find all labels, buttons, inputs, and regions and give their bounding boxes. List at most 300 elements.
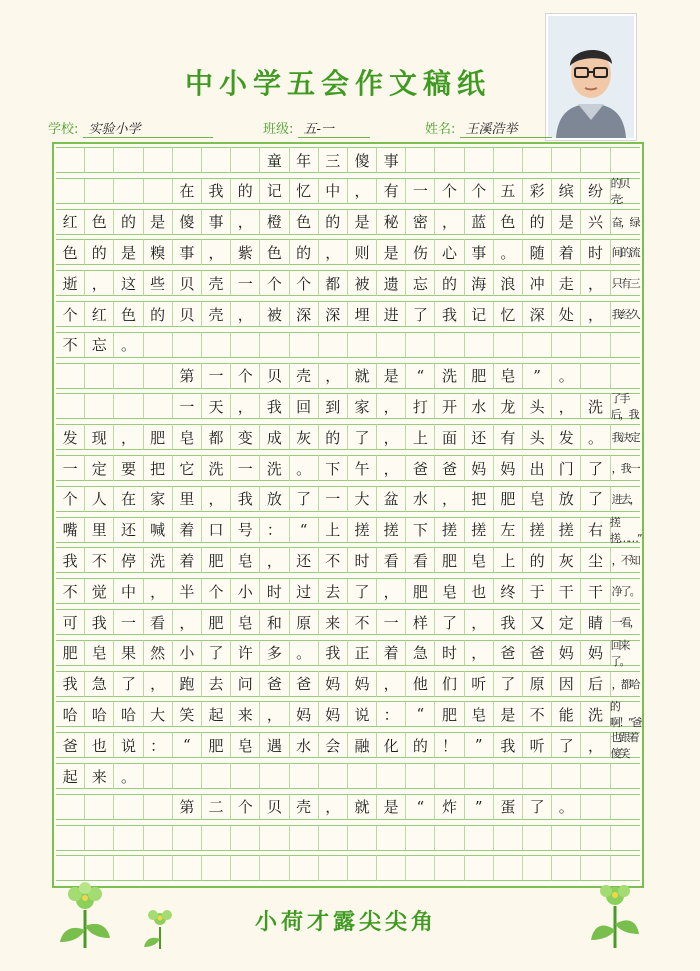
grid-cell: 原	[290, 609, 319, 635]
grid-cell: 一	[202, 363, 231, 389]
grid-cell	[56, 147, 85, 173]
grid-cell: 肥	[465, 363, 494, 389]
grid-cell: 盆	[377, 486, 406, 512]
grid-cell: 搓	[377, 517, 406, 543]
grid-cell: 妈	[465, 455, 494, 481]
grid-cell: 头	[523, 393, 552, 419]
grid-cell: 水	[290, 732, 319, 758]
grid-cell	[290, 763, 319, 789]
grid-cell: 搓	[465, 517, 494, 543]
grid-cell	[173, 855, 202, 881]
grid-cell: 不	[523, 701, 552, 727]
grid-cell	[114, 178, 143, 204]
grid-row	[56, 363, 640, 389]
grid-cell	[260, 825, 289, 851]
grid-cell: 兴	[581, 209, 610, 235]
grid-cell: 三	[319, 147, 348, 173]
grid-cell: 洗	[202, 455, 231, 481]
grid-cell: 要	[114, 455, 143, 481]
grid-cell: 一看，	[611, 609, 640, 635]
grid-cell: 家	[348, 393, 377, 419]
grid-cell: 上	[319, 517, 348, 543]
grid-cell: 肥	[202, 547, 231, 573]
grid-cell: 了	[290, 486, 319, 512]
grid-cell	[173, 147, 202, 173]
grid-cell: ，	[377, 671, 406, 697]
grid-cell: ”	[465, 732, 494, 758]
grid-cell: 到	[319, 393, 348, 419]
grid-cell: 事	[465, 239, 494, 265]
grid-cell: 傻	[173, 209, 202, 235]
grid-cell	[56, 363, 85, 389]
school-value: 实验小学	[83, 118, 213, 138]
grid-cell: 肥	[202, 732, 231, 758]
grid-cell: 说	[114, 732, 143, 758]
grid-cell: 有	[494, 424, 523, 450]
grid-cell: 面	[435, 424, 464, 450]
grid-cell	[290, 332, 319, 358]
grid-cell: 是	[377, 794, 406, 820]
grid-cell: 大	[348, 486, 377, 512]
grid-cell: 壳	[290, 794, 319, 820]
grid-cell: ，	[465, 640, 494, 666]
grid-cell: 的贝壳：	[611, 178, 640, 204]
grid-cell	[581, 825, 610, 851]
grid-cell: 搓	[523, 517, 552, 543]
grid-cell: 干	[552, 578, 581, 604]
grid-cell: 个	[56, 486, 85, 512]
grid-cell: 皂	[85, 640, 114, 666]
grid-cell: 皂	[435, 578, 464, 604]
grid-cell: 搓搓……”	[609, 515, 641, 545]
grid-cell: 说	[348, 701, 377, 727]
grid-cell: ，	[348, 178, 377, 204]
grid-cell: 则	[348, 239, 377, 265]
grid-cell: 正	[348, 640, 377, 666]
grid-row	[56, 178, 640, 204]
grid-cell: 多	[260, 640, 289, 666]
grid-cell	[611, 794, 640, 820]
grid-cell: 头	[523, 424, 552, 450]
grid-row	[56, 640, 640, 666]
grid-cell: ，	[202, 239, 231, 265]
grid-cell	[85, 855, 114, 881]
grid-cell: 伤	[406, 239, 435, 265]
grid-cell: ，	[581, 270, 610, 296]
grid-cell	[465, 855, 494, 881]
grid-cell: 也	[465, 578, 494, 604]
grid-cell: 小	[173, 640, 202, 666]
grid-cell: 变	[231, 424, 260, 450]
grid-cell: 忆	[290, 178, 319, 204]
grid-cell	[231, 855, 260, 881]
grid-cell: ，	[377, 455, 406, 481]
grid-cell: 我决定	[611, 424, 640, 450]
grid-cell: 橙	[260, 209, 289, 235]
grid-cell: 起	[202, 701, 231, 727]
grid-cell: ，	[377, 578, 406, 604]
grid-cell: 我	[56, 547, 85, 573]
grid-cell: 蛋	[494, 794, 523, 820]
grid-cell: 爸	[260, 671, 289, 697]
grid-cell	[85, 363, 114, 389]
grid-cell	[435, 825, 464, 851]
name-field	[425, 118, 552, 138]
grid-cell: 逝	[56, 270, 85, 296]
grid-cell: 了	[348, 578, 377, 604]
grid-cell: 家	[144, 486, 173, 512]
grid-cell	[581, 855, 610, 881]
grid-cell: 妈	[319, 671, 348, 697]
grid-cell	[611, 147, 640, 173]
grid-cell	[552, 825, 581, 851]
grid-cell: “	[173, 732, 202, 758]
grid-cell: 忆	[494, 301, 523, 327]
grid-cell: 妈	[581, 640, 610, 666]
grid-cell	[494, 825, 523, 851]
grid-cell: 不	[56, 578, 85, 604]
grid-cell	[611, 763, 640, 789]
grid-cell: 事	[173, 239, 202, 265]
grid-cell: 时	[260, 578, 289, 604]
grid-cell	[114, 363, 143, 389]
grid-cell: 童	[260, 147, 289, 173]
grid-cell	[85, 178, 114, 204]
grid-cell: ”	[523, 363, 552, 389]
grid-cell: “	[406, 363, 435, 389]
grid-cell: 洗	[144, 547, 173, 573]
grid-cell: 看	[377, 547, 406, 573]
grid-cell: 因	[552, 671, 581, 697]
grid-cell: 二	[202, 794, 231, 820]
grid-cell	[202, 763, 231, 789]
grid-cell: 皂	[231, 547, 260, 573]
grid-cell: 了	[581, 455, 610, 481]
grid-cell: 色	[260, 239, 289, 265]
grid-cell: 了	[523, 794, 552, 820]
class-field	[263, 118, 370, 138]
grid-cell: 样	[406, 609, 435, 635]
grid-cell	[56, 855, 85, 881]
grid-cell	[56, 393, 85, 419]
grid-cell	[552, 332, 581, 358]
grid-cell: 爸	[523, 640, 552, 666]
grid-cell: 的	[114, 209, 143, 235]
grid-cell: 定	[552, 609, 581, 635]
footer-slogan: 小荷才露尖尖角	[255, 910, 438, 935]
grid-cell: 的	[435, 270, 464, 296]
grid-cell: 能	[552, 701, 581, 727]
grid-cell: 起	[56, 763, 85, 789]
grid-cell: 就	[348, 794, 377, 820]
grid-cell: 们	[435, 671, 464, 697]
grid-cell: 。	[114, 763, 143, 789]
grid-cell: 。	[114, 332, 143, 358]
grid-cell: 我	[494, 732, 523, 758]
grid-cell: 回来了。	[611, 640, 640, 666]
grid-cell: 上	[406, 424, 435, 450]
grid-cell: ，都哈	[611, 671, 640, 697]
grid-cell: 个	[290, 270, 319, 296]
grid-cell	[231, 825, 260, 851]
grid-cell: 来	[319, 609, 348, 635]
grid-cell: 搓	[348, 517, 377, 543]
grid-row	[56, 700, 641, 730]
grid-row	[56, 455, 640, 481]
grid-cell	[173, 332, 202, 358]
grid-cell: 事	[377, 147, 406, 173]
grid-cell: 一	[56, 455, 85, 481]
grid-cell: 门	[552, 455, 581, 481]
grid-row	[56, 578, 640, 604]
grid-cell	[581, 147, 610, 173]
grid-cell: 缤	[552, 178, 581, 204]
grid-cell	[377, 825, 406, 851]
grid-cell: 还	[290, 547, 319, 573]
grid-cell: ”	[465, 794, 494, 820]
grid-cell: 些	[144, 270, 173, 296]
grid-cell: 妈	[290, 701, 319, 727]
flower-decoration-icon	[50, 880, 120, 950]
grid-cell: 大	[144, 701, 173, 727]
grid-cell: ，	[202, 486, 231, 512]
grid-cell: 我	[85, 609, 114, 635]
grid-cell: 色	[114, 301, 143, 327]
grid-cell: 五	[494, 178, 523, 204]
grid-cell: 听	[465, 671, 494, 697]
grid-cell: 记	[260, 178, 289, 204]
grid-cell: 于	[523, 578, 552, 604]
grid-cell: 色	[85, 209, 114, 235]
grid-cell: 打	[406, 393, 435, 419]
grid-cell: 有	[377, 178, 406, 204]
grid-cell: 它	[173, 455, 202, 481]
grid-cell: 开	[435, 393, 464, 419]
grid-cell	[114, 393, 143, 419]
grid-cell: 爸	[290, 671, 319, 697]
grid-cell	[173, 763, 202, 789]
grid-cell	[85, 393, 114, 419]
grid-row	[56, 486, 640, 512]
grid-cell: 在	[173, 178, 202, 204]
grid-cell: 下	[406, 517, 435, 543]
class-label: 班级:	[263, 122, 294, 137]
grid-cell	[494, 763, 523, 789]
grid-cell: 妈	[552, 640, 581, 666]
grid-cell: 的	[319, 424, 348, 450]
grid-cell	[202, 855, 231, 881]
grid-cell: 一	[114, 609, 143, 635]
grid-cell: 号	[231, 517, 260, 543]
grid-cell: 。	[290, 455, 319, 481]
grid-cell: 还	[465, 424, 494, 450]
grid-cell: ，	[581, 732, 610, 758]
grid-cell: 左	[494, 517, 523, 543]
grid-cell: 着	[552, 239, 581, 265]
grid-cell: 色	[494, 209, 523, 235]
grid-cell	[114, 147, 143, 173]
grid-cell: 肥	[144, 424, 173, 450]
grid-cell: 了	[348, 424, 377, 450]
grid-cell: 皂	[465, 701, 494, 727]
grid-cell: 的	[523, 209, 552, 235]
grid-cell: 了	[406, 301, 435, 327]
grid-cell: 着	[377, 640, 406, 666]
grid-cell: 出	[523, 455, 552, 481]
grid-cell: ，	[319, 363, 348, 389]
grid-cell	[319, 855, 348, 881]
grid-cell: 哈	[85, 701, 114, 727]
grid-cell: 一	[231, 270, 260, 296]
grid-cell: 把	[465, 486, 494, 512]
grid-cell: 就	[348, 363, 377, 389]
grid-cell: ，	[231, 209, 260, 235]
grid-cell: 只有三	[611, 270, 640, 296]
grid-cell: 着	[173, 517, 202, 543]
grid-cell: ，	[319, 239, 348, 265]
grid-cell	[435, 332, 464, 358]
grid-cell	[114, 794, 143, 820]
grid-cell: 口	[202, 517, 231, 543]
grid-cell: 洗	[581, 701, 610, 727]
grid-cell: 。	[552, 363, 581, 389]
grid-cell: 间的流	[611, 239, 640, 265]
grid-cell	[552, 763, 581, 789]
grid-cell: 个	[231, 794, 260, 820]
grid-cell: 时	[581, 239, 610, 265]
grid-cell: ，	[435, 209, 464, 235]
grid-cell: 放	[552, 486, 581, 512]
grid-cell: 放	[260, 486, 289, 512]
grid-cell	[144, 363, 173, 389]
grid-cell: 果	[114, 640, 143, 666]
grid-cell: 个	[231, 363, 260, 389]
grid-cell: 然	[144, 640, 173, 666]
grid-cell: 红	[56, 209, 85, 235]
grid-cell: 密	[406, 209, 435, 235]
grid-cell: 我经久	[611, 301, 640, 327]
grid-cell: 这	[114, 270, 143, 296]
grid-cell	[319, 332, 348, 358]
grid-cell: 被	[348, 270, 377, 296]
grid-cell: 人	[85, 486, 114, 512]
grid-cell	[144, 393, 173, 419]
grid-row	[56, 547, 640, 573]
grid-cell: 灰	[290, 424, 319, 450]
grid-cell: 妈	[319, 701, 348, 727]
grid-cell: 哈	[56, 701, 85, 727]
grid-cell: ，	[114, 424, 143, 450]
grid-cell: 回	[290, 393, 319, 419]
grid-row	[56, 270, 640, 296]
grid-cell: 我	[494, 609, 523, 635]
grid-cell: 皂	[494, 363, 523, 389]
grid-cell: 皂	[465, 547, 494, 573]
grid-cell	[581, 794, 610, 820]
grid-cell	[114, 825, 143, 851]
grid-cell: ，	[173, 609, 202, 635]
grid-cell: 定	[85, 455, 114, 481]
grid-cell: 在	[114, 486, 143, 512]
grid-cell: ，不知	[611, 547, 640, 573]
grid-cell: 肥	[435, 547, 464, 573]
grid-cell	[611, 825, 640, 851]
grid-cell: 忘	[406, 270, 435, 296]
grid-cell	[348, 763, 377, 789]
grid-cell: 和	[260, 609, 289, 635]
grid-cell	[144, 855, 173, 881]
grid-cell	[56, 178, 85, 204]
grid-cell: ，	[377, 424, 406, 450]
grid-cell: 个	[465, 178, 494, 204]
grid-cell: 又	[523, 609, 552, 635]
grid-cell: 进去，	[611, 486, 640, 512]
grid-cell	[348, 825, 377, 851]
grid-cell	[290, 825, 319, 851]
grid-row	[56, 671, 640, 697]
grid-cell	[465, 763, 494, 789]
grid-cell	[581, 363, 610, 389]
grid-cell	[611, 855, 640, 881]
grid-cell	[523, 332, 552, 358]
grid-cell: 第	[173, 794, 202, 820]
grid-cell: 蓝	[465, 209, 494, 235]
grid-cell: 也跟着傻笑	[611, 732, 640, 758]
grid-cell: 我	[319, 640, 348, 666]
grid-cell: “	[290, 517, 319, 543]
grid-cell	[173, 825, 202, 851]
grid-cell	[581, 332, 610, 358]
grid-cell	[144, 147, 173, 173]
page-title: 中小学五会作文稿纸	[185, 67, 492, 100]
grid-cell: 成	[260, 424, 289, 450]
grid-cell	[348, 332, 377, 358]
grid-cell	[85, 794, 114, 820]
grid-cell	[348, 855, 377, 881]
grid-cell: ：	[377, 701, 406, 727]
grid-cell	[552, 147, 581, 173]
grid-cell: 问	[231, 671, 260, 697]
grid-row	[56, 239, 640, 265]
grid-cell: 奋，绿	[611, 209, 640, 235]
grid-cell: 。	[290, 640, 319, 666]
grid-cell: 会	[319, 732, 348, 758]
grid-cell	[231, 147, 260, 173]
grid-cell: 里	[85, 517, 114, 543]
grid-cell	[231, 332, 260, 358]
grid-cell	[231, 763, 260, 789]
grid-cell: 傻	[348, 147, 377, 173]
grid-cell: 肥	[56, 640, 85, 666]
grid-cell: 皂	[231, 609, 260, 635]
grid-cell: 皂	[231, 732, 260, 758]
grid-cell: 炸	[435, 794, 464, 820]
grid-cell: 一	[319, 486, 348, 512]
grid-cell: 融	[348, 732, 377, 758]
grid-cell: 也	[85, 732, 114, 758]
grid-cell: 贝	[173, 270, 202, 296]
grid-cell: 肥	[494, 486, 523, 512]
grid-cell: ，	[144, 578, 173, 604]
class-value: 五-一	[298, 118, 370, 138]
grid-cell: ：	[144, 732, 173, 758]
grid-cell: 着	[173, 547, 202, 573]
grid-cell: 下	[319, 455, 348, 481]
grid-cell: 肥	[406, 578, 435, 604]
grid-cell: 是	[348, 209, 377, 235]
grid-cell: 糗	[144, 239, 173, 265]
grid-cell: 红	[85, 301, 114, 327]
